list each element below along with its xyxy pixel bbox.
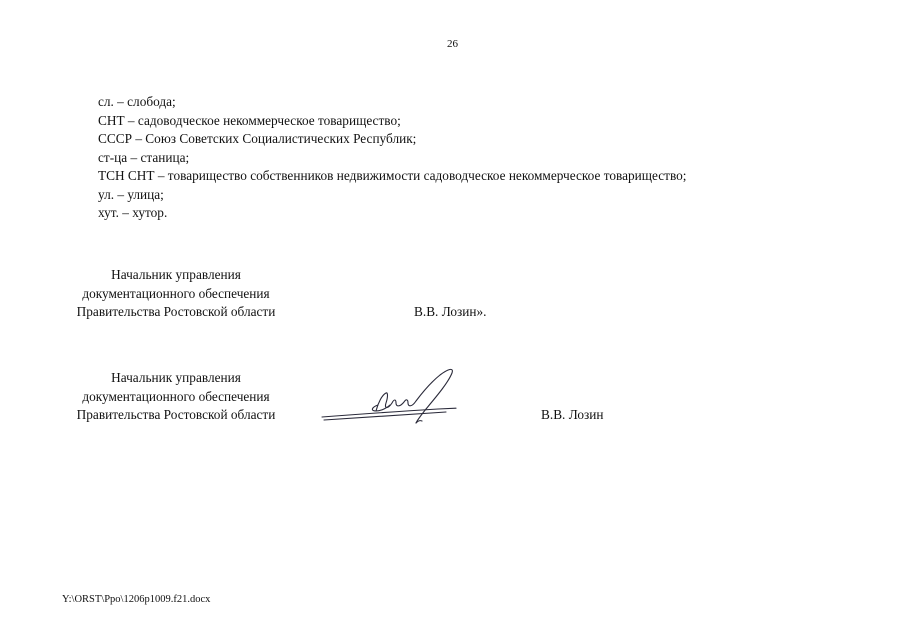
signature-block-original: [0, 266, 905, 326]
abbreviation-item: СНТ – садоводческое некоммерческое товарищество;: [98, 112, 401, 128]
signatory-title-line: Начальник управления: [111, 267, 241, 282]
document-file-path: Y:\ORST\Ppo\1206p1009.f21.docx: [62, 594, 211, 605]
abbreviation-list: [98, 93, 686, 223]
signatory-name: В.В. Лозин».: [414, 304, 487, 319]
signatory-title-line: документационного обеспечения: [82, 285, 270, 301]
handwritten-signature-icon: [318, 365, 478, 427]
signatory-title: [31, 266, 321, 322]
signatory-title-line: документационного обеспечения: [82, 388, 270, 404]
page-number: 26: [447, 38, 458, 50]
signatory-name: В.В. Лозин: [541, 407, 604, 422]
abbreviation-item: ТСН СНТ – товарищество собственников недвижимости садоводческое некоммерческое товарищество;: [98, 168, 687, 183]
signatory-title-line: Правительства Ростовской области: [76, 304, 276, 319]
abbreviation-item: ст-ца – станица;: [98, 149, 190, 165]
signatory-title-line: Начальник управления: [111, 370, 241, 385]
signatory-title: [31, 369, 321, 425]
abbreviation-item: СССР – Союз Советских Социалистических Республик;: [98, 131, 417, 146]
abbreviation-item: хут. – хутор.: [98, 205, 168, 220]
signatory-title-line: Правительства Ростовской области: [76, 407, 276, 422]
abbreviation-item: сл. – слобода;: [98, 94, 176, 109]
abbreviation-item: ул. – улица;: [98, 186, 164, 202]
